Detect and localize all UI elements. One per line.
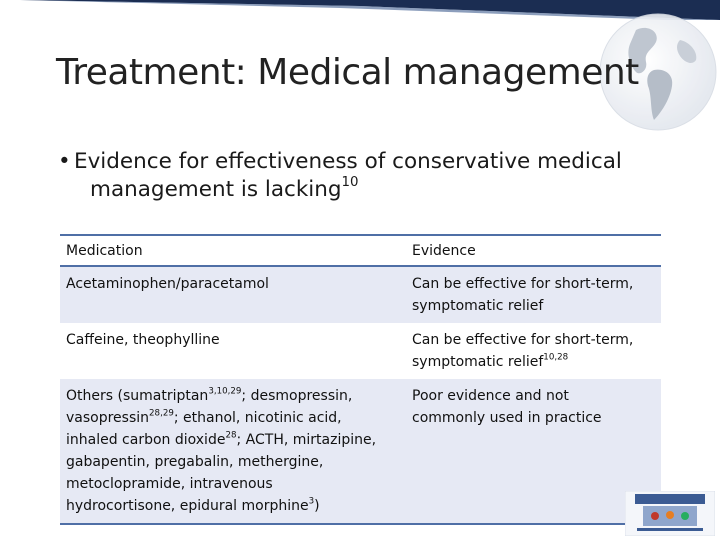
med-reference: 28,29	[149, 408, 174, 419]
table-row	[60, 379, 661, 524]
med-text: ; ACTH, mirtazipine,	[236, 432, 377, 448]
med-text: vasopressin	[66, 410, 150, 426]
table-header-row	[60, 235, 661, 266]
header-evidence: Evidence	[406, 235, 661, 266]
med-text: gabapentin, pregabalin, methergine,	[66, 454, 324, 470]
med-text: metoclopramide, intravenous	[66, 476, 273, 492]
slide-title: Treatment: Medical management	[56, 52, 639, 93]
medication-cell: Caffeine, theophylline	[66, 332, 220, 348]
header-medication: Medication	[60, 235, 406, 266]
evidence-line: commonly used in practice	[412, 410, 602, 426]
evidence-line: symptomatic relief	[412, 298, 544, 314]
med-text: Others (sumatriptan	[66, 388, 209, 404]
bullet-line-1: Evidence for effectiveness of conservative medical	[74, 149, 622, 174]
med-text: ; desmopressin,	[241, 388, 353, 404]
medication-cell: Acetaminophen/paracetamol	[60, 266, 406, 323]
evidence-cell	[406, 323, 661, 379]
table-row	[60, 323, 661, 379]
evidence-cell	[406, 379, 661, 524]
bullet-line-2	[74, 177, 359, 202]
med-reference: 3,10,29	[208, 386, 242, 397]
evidence-line: symptomatic relief	[412, 354, 544, 370]
bullet-point	[58, 148, 668, 204]
med-text: hydrocortisone, epidural morphine	[66, 498, 309, 514]
med-reference: 28	[225, 430, 237, 441]
bullet-icon: •	[58, 149, 71, 174]
evidence-reference: 10,28	[543, 352, 569, 363]
med-text: )	[314, 498, 320, 514]
table-row	[60, 266, 661, 323]
medication-cell	[60, 379, 406, 524]
bullet-text	[74, 148, 668, 204]
bullet-reference: 10	[341, 175, 359, 191]
med-reference: 3	[308, 496, 315, 507]
med-text: ; ethanol, nicotinic acid,	[173, 410, 342, 426]
organization-logo	[625, 491, 715, 536]
evidence-line: Can be effective for short-term,	[412, 332, 634, 348]
evidence-line: Can be effective for short-term,	[412, 276, 634, 292]
bullet-line-2-text: management is lacking	[90, 177, 342, 202]
evidence-cell	[406, 266, 661, 323]
medication-table	[60, 234, 661, 525]
evidence-line: Poor evidence and not	[412, 388, 569, 404]
med-text: inhaled carbon dioxide	[66, 432, 226, 448]
